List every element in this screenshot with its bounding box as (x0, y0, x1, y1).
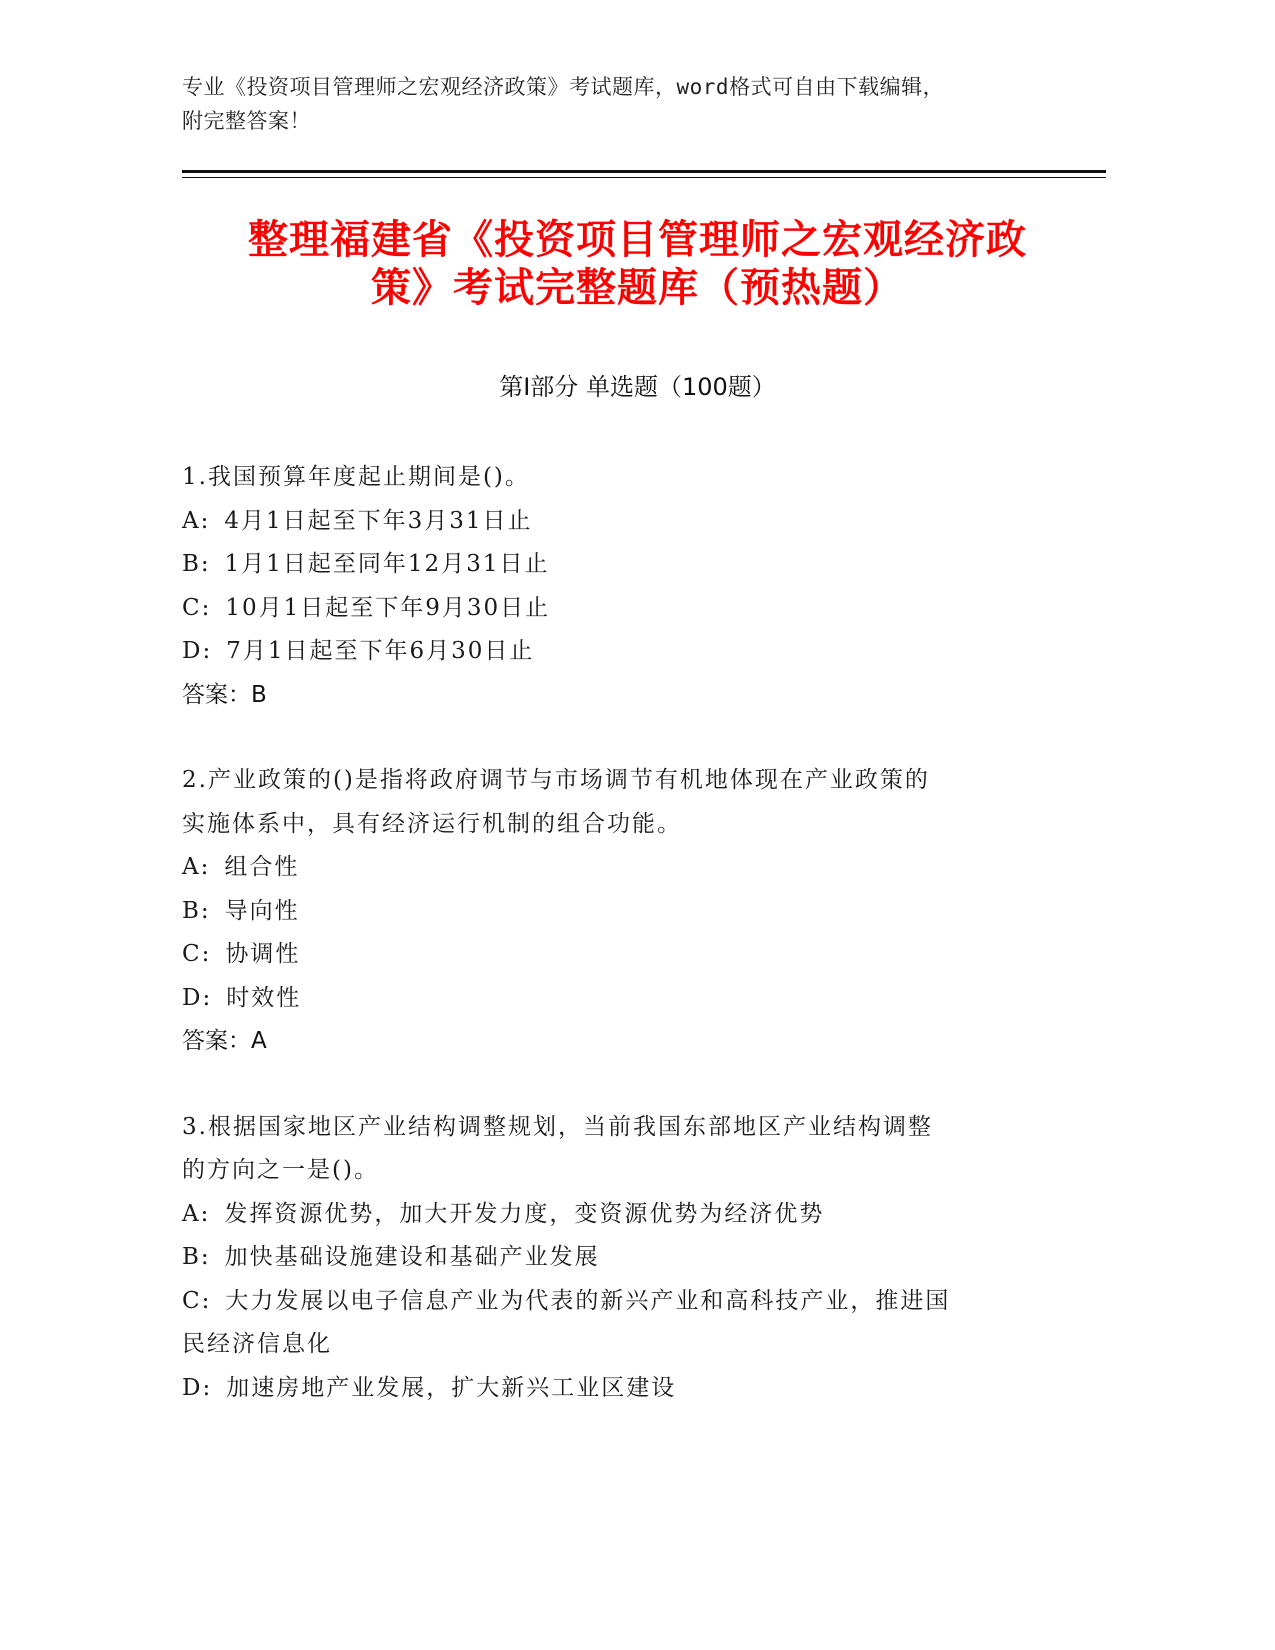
option-c (182, 933, 1042, 977)
option-d (182, 630, 1042, 674)
answer-line: 答案：B (182, 681, 267, 708)
option-c (182, 1280, 1042, 1324)
document-title-line: 整理福建省《投资项目管理师之宏观经济政 (248, 217, 1027, 263)
option-text: 7月1日起至下年6月30日止 (226, 638, 535, 664)
question-stem: 实施体系中，具有经济运行机制的组合功能。 (182, 810, 682, 837)
question-list (182, 456, 1042, 1452)
question-stem: 3.根据国家地区产业结构调整规划，当前我国东部地区产业结构调整 (182, 1113, 933, 1140)
question-item (182, 759, 1042, 1064)
option-a (182, 1193, 1042, 1237)
option-text: 导向性 (224, 897, 300, 924)
document-title-line: 策》考试完整题库（预热题） (371, 265, 904, 311)
option-c-continued: 民经济信息化 (182, 1331, 332, 1357)
question-item (182, 1106, 1042, 1411)
option-d (182, 977, 1042, 1021)
question-stem: 的方向之一是()。 (182, 1157, 379, 1183)
option-a (182, 500, 1042, 544)
header-note-line: 专业《投资项目管理师之宏观经济政策》考试题库，word格式可自由下载编辑， (182, 75, 945, 99)
question-item (182, 456, 1042, 717)
option-label: D: (182, 984, 213, 1011)
header-note (182, 70, 1102, 138)
option-text: 发挥资源优势，加大开发力度，变资源优势为经济优势 (224, 1200, 825, 1227)
option-label: D: (182, 1374, 213, 1401)
answer-line: 答案：A (182, 1028, 267, 1054)
option-label: B: (182, 1244, 211, 1270)
option-label: B: (182, 551, 211, 577)
option-text: 10月1日起至下年9月30日止 (225, 594, 551, 621)
option-c (182, 587, 1042, 631)
option-text: 组合性 (224, 854, 300, 880)
option-label: C: (182, 594, 212, 621)
option-label: B: (182, 897, 211, 924)
option-text: 1月1日起至同年12月31日止 (224, 551, 550, 577)
option-d (182, 1367, 1042, 1411)
header-divider-thin (182, 177, 1106, 178)
header-note-line: 附完整答案！ (182, 109, 311, 133)
option-label: A: (182, 1200, 211, 1227)
section-title: 第Ⅰ部分 单选题（100题） (499, 373, 776, 401)
option-b (182, 1236, 1042, 1280)
option-text: 大力发展以电子信息产业为代表的新兴产业和高科技产业，推进国 (225, 1287, 951, 1314)
option-text: 加快基础设施建设和基础产业发展 (224, 1244, 600, 1270)
option-label: A: (182, 507, 211, 534)
option-label: D: (182, 638, 213, 664)
question-stem: 2.产业政策的()是指将政府调节与市场调节有机地体现在产业政策的 (182, 767, 930, 793)
option-b (182, 890, 1042, 934)
option-text: 时效性 (226, 984, 302, 1011)
question-stem: 1.我国预算年度起止期间是()。 (182, 464, 530, 490)
option-text: 协调性 (225, 941, 301, 967)
option-text: 加速房地产业发展，扩大新兴工业区建设 (226, 1374, 677, 1401)
option-b (182, 543, 1042, 587)
option-label: C: (182, 1287, 212, 1314)
option-label: C: (182, 941, 212, 967)
option-label: A: (182, 854, 211, 880)
option-text: 4月1日起至下年3月31日止 (224, 507, 533, 534)
option-a (182, 846, 1042, 890)
header-divider (182, 170, 1106, 173)
document-title (130, 216, 1145, 312)
